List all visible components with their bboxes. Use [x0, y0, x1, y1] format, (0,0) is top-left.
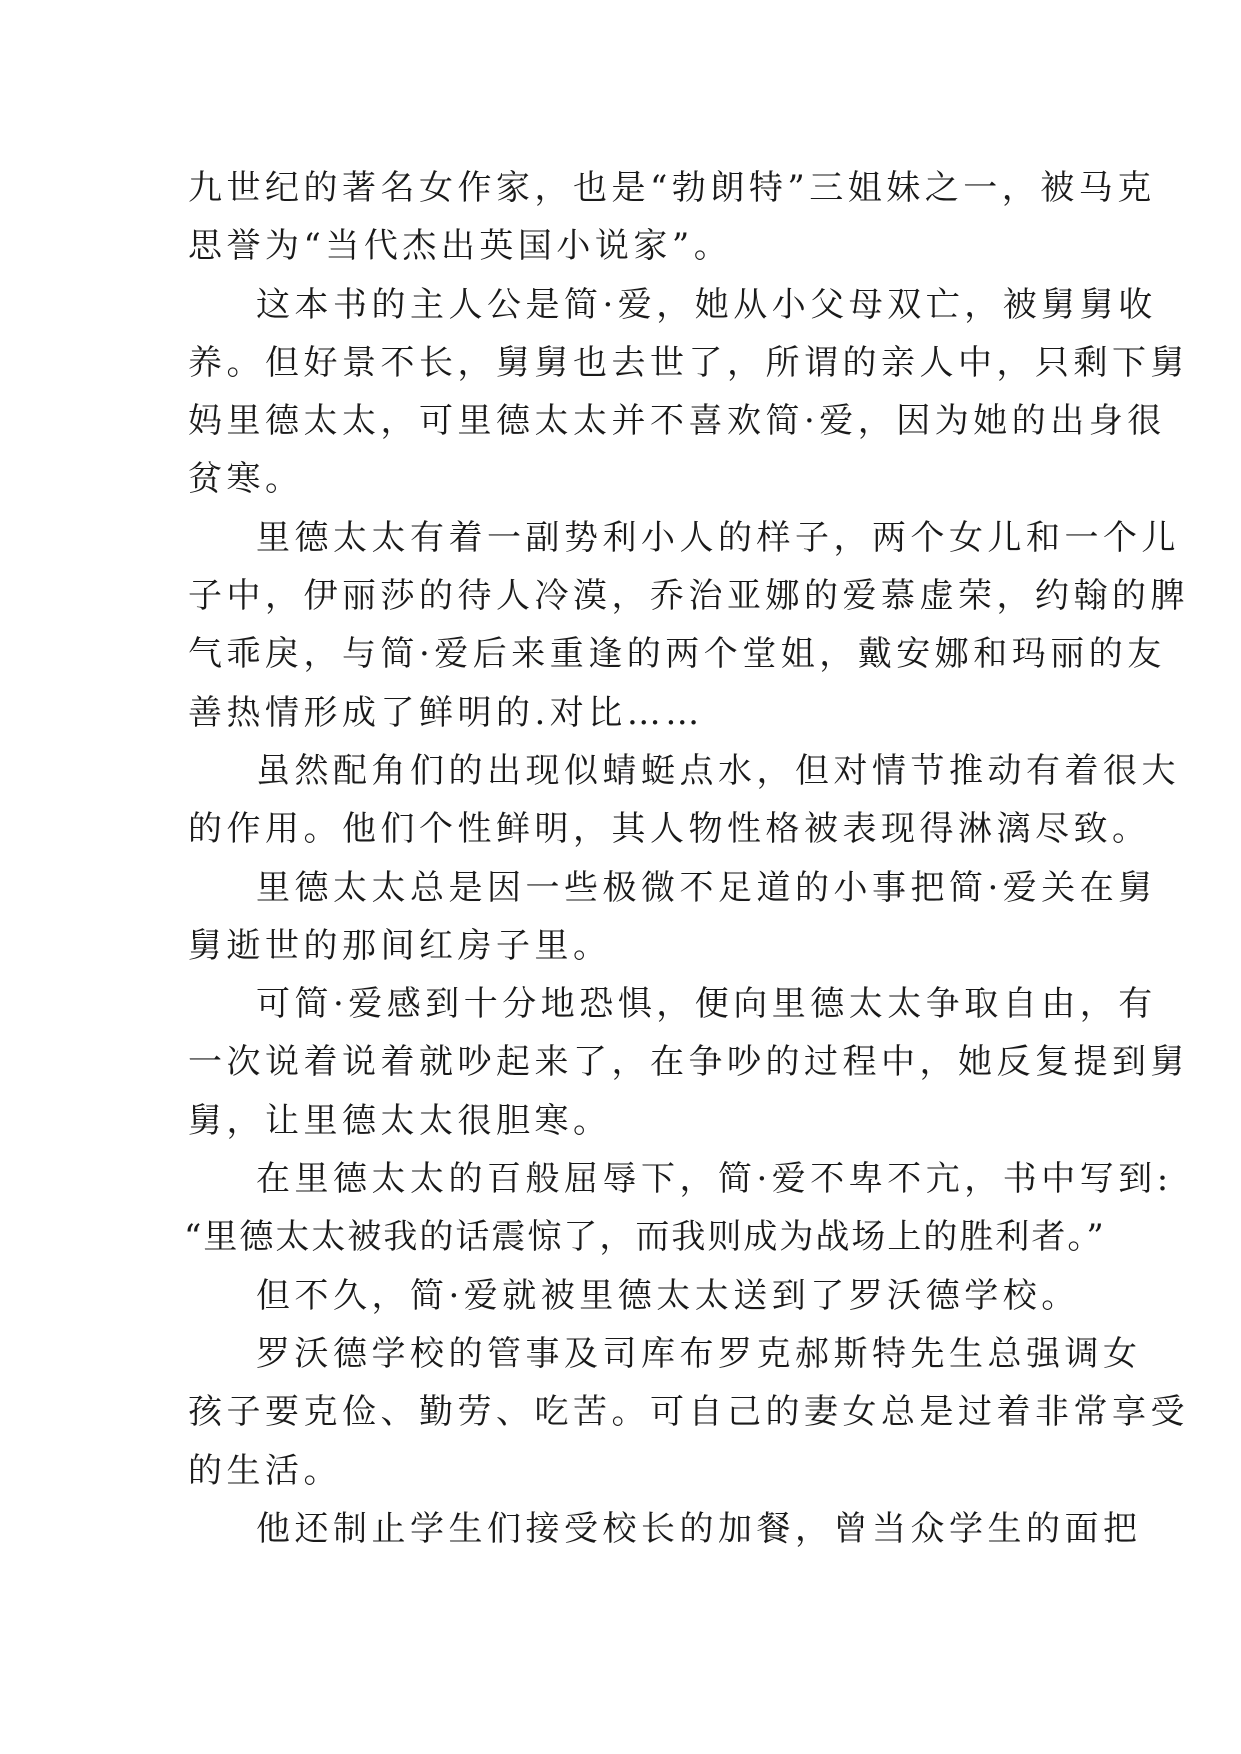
paragraph-start-line: 但不久，简·爱就被里德太太送到了罗沃德学校。	[256, 1275, 1080, 1316]
text-line: 贫寒。	[188, 459, 304, 500]
paragraph-start-line: 在里德太太的百般屈辱下，简·爱不卑不亢，书中写到:	[256, 1159, 1173, 1200]
text-line: 善热情形成了鲜明的.对比……	[188, 692, 704, 733]
text-line: 舅，让里德太太很胆寒。	[188, 1100, 612, 1141]
text-line: 的生活。	[188, 1450, 342, 1491]
paragraph-start-line: 罗沃德学校的管事及司库布罗克郝斯特先生总强调女	[256, 1333, 1142, 1374]
text-line: 妈里德太太，可里德太太并不喜欢简·爱，因为她的出身很	[188, 401, 1166, 442]
paragraph-start-line: 里德太太总是因一些极微不足道的小事把简·爱关在舅	[256, 867, 1157, 908]
text-line: 的作用。他们个性鲜明，其人物性格被表现得淋漓尽致。	[188, 809, 1151, 850]
quote-line: “里德太太被我的话震惊了，而我则成为战场上的胜利者。”	[184, 1217, 1106, 1258]
paragraph-start-line: 里德太太有着一副势利小人的样子，两个女儿和一个儿	[256, 517, 1180, 558]
paragraph-start-line: 他还制止学生们接受校长的加餐，曾当众学生的面把	[256, 1508, 1142, 1549]
text-line: 养。但好景不长，舅舅也去世了，所谓的亲人中，只剩下舅	[188, 342, 1189, 383]
text-line: 思誉为“当代杰出英国小说家”。	[188, 226, 733, 267]
text-line: 子中，伊丽莎的待人冷漠，乔治亚娜的爱慕虚荣，约翰的脾	[188, 576, 1189, 617]
paragraph-start-line: 可简·爱感到十分地恐惧，便向里德太太争取自由，有	[256, 984, 1157, 1025]
paragraph-start-line: 虽然配角们的出现似蜻蜓点水，但对情节推动有着很大	[256, 750, 1180, 791]
text-line: 舅逝世的那间红房子里。	[188, 925, 612, 966]
text-line: 气乖戾，与简·爱后来重逢的两个堂姐，戴安娜和玛丽的友	[188, 634, 1166, 675]
text-line: 孩子要克俭、勤劳、吃苦。可自己的妻女总是过着非常享受	[188, 1392, 1189, 1433]
body-text	[184, 159, 1189, 1558]
paragraph-start-line: 这本书的主人公是简·爱，她从小父母双亡，被舅舅收	[256, 284, 1157, 325]
text-line: 九世纪的著名女作家，也是“勃朗特”三姐妹之一，被马克	[188, 168, 1156, 208]
text-line: 一次说着说着就吵起来了，在争吵的过程中，她反复提到舅	[188, 1042, 1189, 1083]
